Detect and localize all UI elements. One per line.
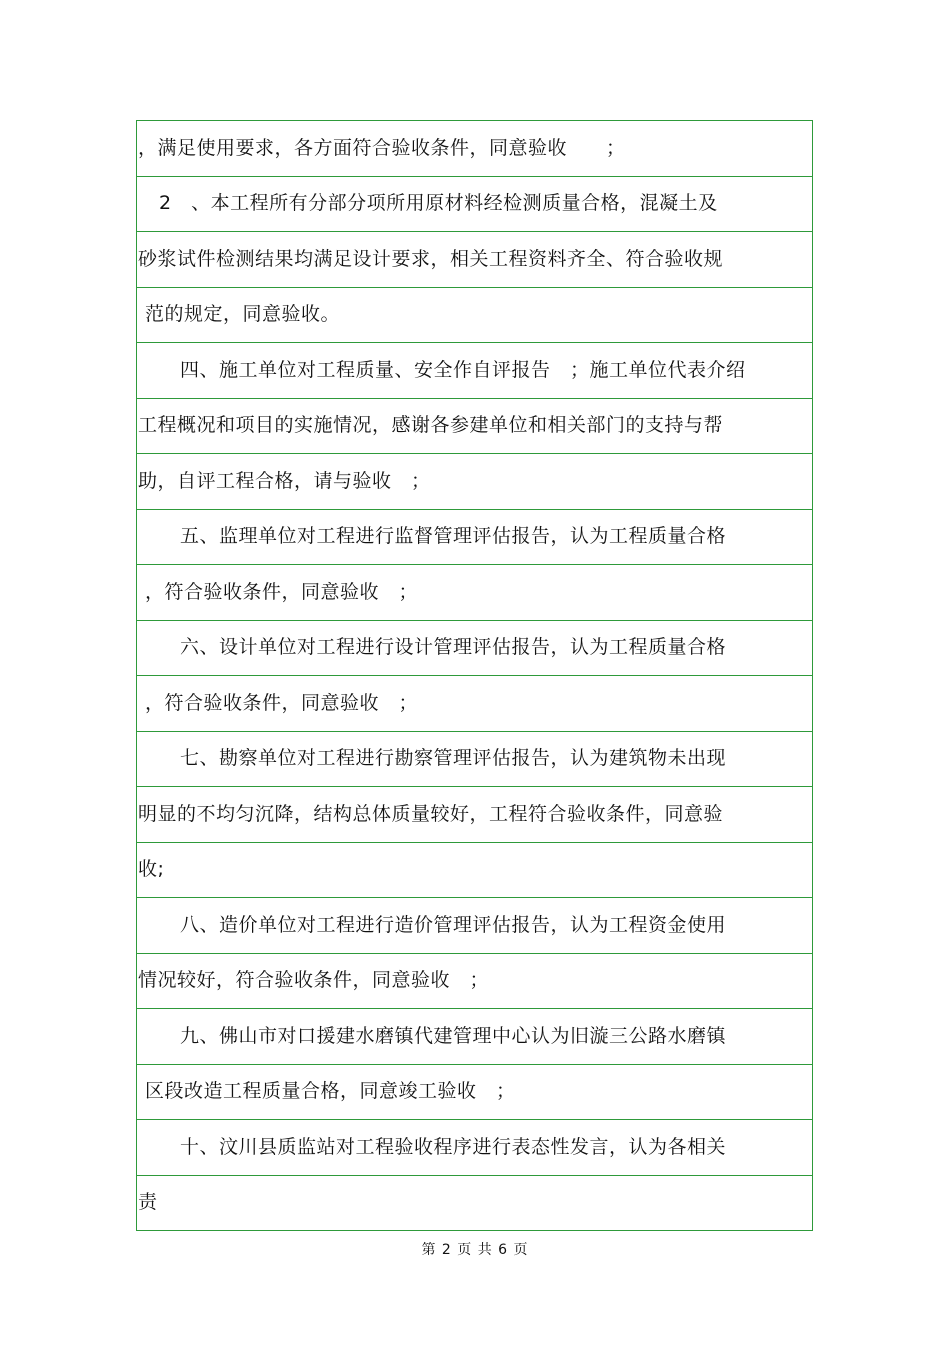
- text-line: [137, 454, 812, 510]
- line-text: 情况较好，符合验收条件，同意验收 ；: [138, 969, 490, 992]
- line-text: 七、勘察单位对工程进行勘察管理评估报告，认为建筑物未出现: [180, 747, 727, 770]
- line-text: 八、造价单位对工程进行造价管理评估报告，认为工程资金使用: [180, 913, 727, 936]
- line-text: 四、施工单位对工程质量、安全作自评报告 ；施工单位代表介绍: [180, 358, 746, 381]
- line-text: 九、佛山市对口援建水磨镇代建管理中心认为旧漩三公路水磨镇: [180, 1024, 727, 1047]
- line-text: 收;: [138, 858, 165, 881]
- text-line: [137, 898, 812, 954]
- line-text: 范的规定，同意验收。: [145, 303, 341, 326]
- page-number-footer: 第 2 页 共 6 页: [421, 1242, 529, 1258]
- line-text: 助，自评工程合格，请与验收 ；: [138, 469, 431, 492]
- line-text: 责: [138, 1191, 158, 1214]
- line-text: 明显的不均匀沉降，结构总体质量较好，工程符合验收条件，同意验: [138, 802, 724, 825]
- line-text: 十、汶川县质监站对工程验收程序进行表态性发言，认为各相关: [180, 1135, 727, 1158]
- text-line: [137, 1120, 812, 1176]
- text-line: [137, 676, 812, 732]
- text-line: [137, 621, 812, 677]
- line-text: 区段改造工程质量合格，同意竣工验收 ；: [145, 1080, 516, 1103]
- line-text: ，符合验收条件，同意验收 ；: [145, 691, 419, 714]
- text-line: [137, 1009, 812, 1065]
- text-line: [137, 1065, 812, 1121]
- text-line: [137, 843, 812, 899]
- text-line: [137, 1176, 812, 1232]
- line-text: ，满足使用要求，各方面符合验收条件，同意验收 ；: [138, 136, 626, 159]
- text-line: [137, 787, 812, 843]
- line-text: 工程概况和项目的实施情况，感谢各参建单位和相关部门的支持与帮: [138, 414, 724, 437]
- line-text: 六、设计单位对工程进行设计管理评估报告，认为工程质量合格: [180, 636, 727, 659]
- text-line: [137, 565, 812, 621]
- text-line: [137, 954, 812, 1010]
- text-line: [137, 288, 812, 344]
- line-text: 五、监理单位对工程进行监督管理评估报告，认为工程质量合格: [180, 525, 727, 548]
- text-line: [137, 510, 812, 566]
- line-text: 砂浆试件检测结果均满足设计要求，相关工程资料齐全、符合验收规: [138, 247, 724, 270]
- line-text: 2 、本工程所有分部分项所用原材料经检测质量合格，混凝土及: [159, 192, 718, 215]
- text-line: [137, 232, 812, 288]
- line-text: ，符合验收条件，同意验收 ；: [145, 580, 419, 603]
- text-line: [137, 343, 812, 399]
- text-line: [137, 121, 812, 177]
- text-line: [137, 732, 812, 788]
- document-table: [136, 120, 813, 1231]
- text-line: [137, 177, 812, 233]
- text-line: [137, 399, 812, 455]
